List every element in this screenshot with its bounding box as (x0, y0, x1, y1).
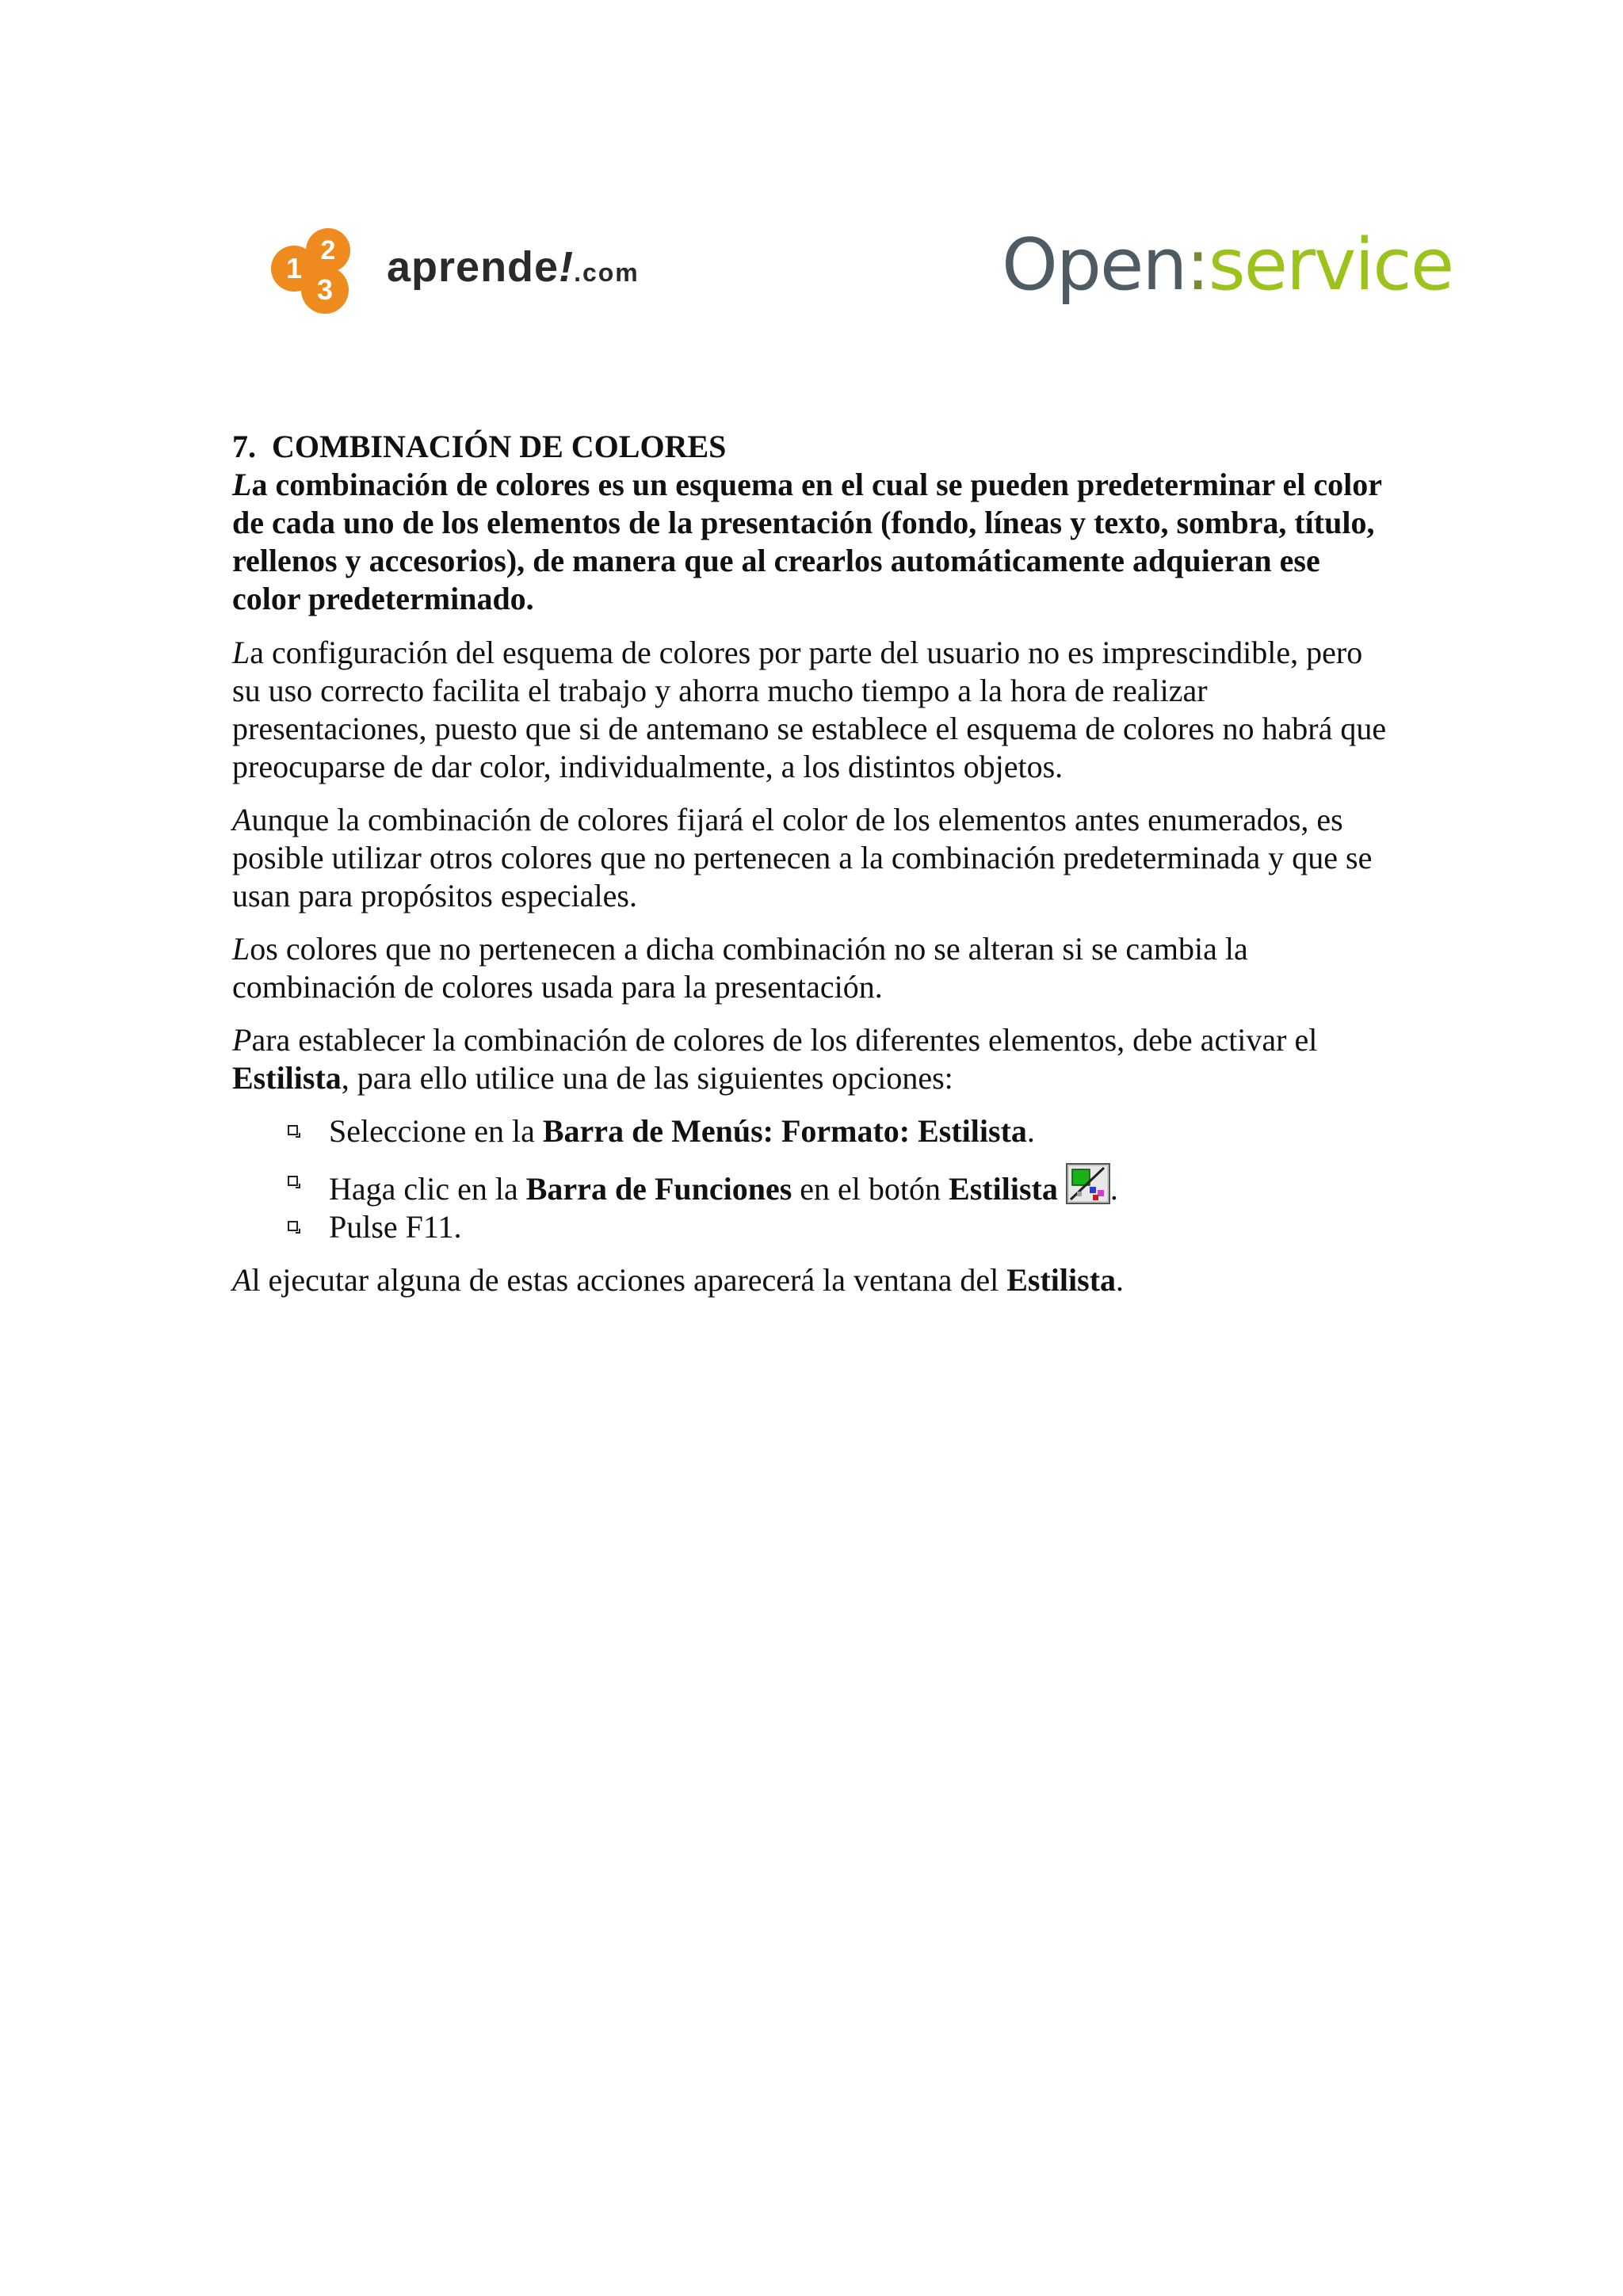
logo-circle-1: 1 (271, 246, 317, 292)
logo-circle-2: 2 (306, 228, 350, 273)
checkbox-bullet-icon (288, 1176, 298, 1186)
document-body (232, 428, 1389, 1314)
paragraph-configuration: La configuración del esquema de colores por parte del usuario no es imprescindible, pero su uso correcto facilita el trabajo y ahorra mucho tiempo a la hora de realizar presentaciones, puesto que si de antemano se establece el esquema de colores no habrá que preocuparse de dar color, individualmente, a los distintos objetos. (232, 635, 1387, 784)
section-heading: 7. COMBINACIÓN DE COLORES (232, 429, 727, 464)
openservice-logo: Open:service (1002, 223, 1453, 307)
logo-circle-3: 3 (301, 266, 349, 314)
lead-paragraph: La combinación de colores es un esquema en el cual se pueden predeterminar el color de cada uno de los elementos de la presentación (fondo, líneas y texto, sombra, título, rellenos y accesorios), de manera que al crearlos automáticamente adquieran ese color predeterminado. (232, 467, 1382, 616)
options-list (232, 1112, 1389, 1246)
list-item: Haga clic en la Barra de Funciones en el botón Estilista . (288, 1163, 1389, 1208)
closing-paragraph: Al ejecutar alguna de estas acciones aparecerá la ventana del Estilista. (232, 1262, 1125, 1298)
checkbox-bullet-icon (288, 1125, 298, 1135)
logo-wordmark: aprende!.com (387, 243, 640, 291)
paragraph-unchanged-colors: Los colores que no pertenecen a dicha combinación no se alteran si se cambia la combinación de colores usada para la presentación. (232, 931, 1248, 1005)
stylist-button-icon (1066, 1163, 1110, 1204)
list-item: Pulse F11. (288, 1208, 1389, 1246)
list-item: Seleccione en la Barra de Menús: Formato: Estilista. (288, 1112, 1389, 1150)
paragraph-other-colors: Aunque la combinación de colores fijará el color de los elementos antes enumerados, es posible utilizar otros colores que no pertenecen a la combinación predeterminada y que se usan para propósitos especiales. (232, 802, 1373, 913)
aprende-logo (269, 227, 682, 314)
checkbox-bullet-icon (288, 1221, 298, 1231)
paragraph-instructions: Para establecer la combinación de colores de los diferentes elementos, debe activar el Estilista, para ello utilice una de las siguientes opciones: (232, 1022, 1318, 1096)
